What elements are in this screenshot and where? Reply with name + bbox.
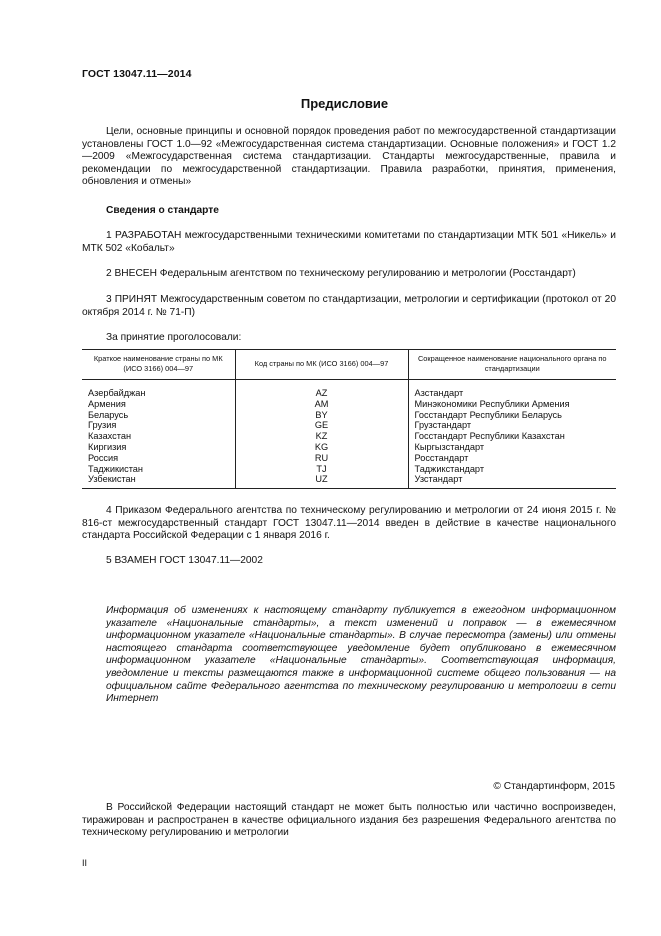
table-row [82,474,616,488]
header-country-code: Код страны по МК (ИСО 3166) 004—97 [235,350,408,380]
foreword-title: Предисловие [300,96,389,111]
table-row [82,442,616,453]
cell-code: BY [235,410,408,421]
document-id-header: ГОСТ 13047.11—2014 [82,68,192,80]
table-row [82,410,616,421]
cell-country: Россия [88,452,119,463]
item-submitted-text: 2 ВНЕСЕН Федеральным агентством по техническому регулированию и метрологии (Росстандарт) [106,268,576,279]
table-row [82,453,616,464]
item-developed-text: 1 РАЗРАБОТАН межгосударственными техническими комитетами по стандартизации МТК 501 «Никель» и МТК 502 «Кобальт» [82,230,616,254]
cell-country: Азербайджан [88,388,146,398]
cell-body: Узстандарт [408,474,616,488]
table-row [82,464,616,475]
amendments-note-text: Информация об изменениях к настоящему стандарту публикуется в ежегодном информационном указателе «Национальные стандарты», а текст изменений и поправок — в ежемесячном информационном указателе «Национальные стандарты». В случае пересмотра (замены) или отмены настоящего стандарта соответствующее уведомление будет опубликовано в ежемесячном информационном указателе «Национальные стандарты». Соответствующая информация, уведомление и тексты размещаются также в информационной системе общего пользования — на официальном сайте Федерального агентства по техническому регулированию и метрологии в сети Интернет [106,605,616,705]
header-country-name: Краткое наименование страны по МК (ИСО 3166) 004—97 [82,350,235,380]
table-header-row [82,350,616,380]
cell-body: Кыргызстандарт [408,442,616,453]
item-adopted-text: 3 ПРИНЯТ Межгосударственным советом по стандартизации, метрологии и сертификации (протокол от 20 октября 2014 г. № 71-П) [82,294,616,318]
cell-body: Таджикстандарт [408,464,616,475]
cell-code: UZ [235,474,408,488]
table-row [82,399,616,410]
cell-code: KG [235,442,408,453]
cell-country: Узбекистан [82,474,235,488]
cell-country: Таджикистан [88,463,143,474]
cell-body: Госстандарт Республики Беларусь [408,410,616,421]
amendments-note [106,605,616,706]
item-enacted [82,505,616,543]
intro-paragraph [82,126,616,189]
cell-country: Грузия [88,420,117,431]
reproduction-notice [82,802,616,840]
item-enacted-text: 4 Приказом Федерального агентства по техническому регулированию и метрологии от 24 июня 2015 г. № 816-ст межгосударственный стандарт ГОСТ 13047.11—2014 введен в действие в качестве национального стандарта Российской Федерации с 1 января 2016 г. [82,505,616,542]
cell-code: RU [235,453,408,464]
cell-country: Беларусь [88,409,129,420]
item-submitted [82,268,616,281]
vote-label: За принятие проголосовали: [106,332,242,343]
reproduction-notice-text: В Российской Федерации настоящий стандарт не может быть полностью или частично воспроизведен, тиражирован и распространен в качестве официального издания без разрешения Федерального агентства по техническому регулированию и метрологии [82,802,616,839]
cell-code: AM [235,399,408,410]
cell-code: TJ [235,464,408,475]
table-row [82,431,616,442]
copyright-line: © Стандартинформ, 2015 [493,781,615,792]
page-number: II [82,858,88,868]
cell-code: AZ [235,380,408,399]
cell-code: KZ [235,431,408,442]
cell-country: Армения [88,398,126,409]
item-developed [82,230,616,255]
header-national-body: Сокращенное наименование национального органа по стандартизации [408,350,616,380]
cell-body: Грузстандарт [408,420,616,431]
cell-body: Госстандарт Республики Казахстан [408,431,616,442]
standard-info-heading: Сведения о стандарте [106,205,219,216]
table-row [82,380,616,399]
intro-text: Цели, основные принципы и основной порядок проведения работ по межгосударственной стандартизации установлены ГОСТ 1.0—92 «Межгосударственная система стандартизации. Основные положения» и ГОСТ 1.2—2009 «Межгосударственная система стандартизации. Стандарты межгосударственные, правила и рекомендации по межгосударственной стандартизации. Правила разработки, принятия, применения, обновления и отмены» [82,126,616,188]
cell-body: Азстандарт [408,380,616,399]
cell-country: Казахстан [88,431,132,442]
item-replaces: 5 ВЗАМЕН ГОСТ 13047.11—2002 [106,555,263,566]
table-row [82,420,616,431]
item-adopted [82,294,616,319]
voting-countries-table [82,349,616,489]
cell-body: Росстандарт [408,453,616,464]
cell-code: GE [235,420,408,431]
cell-country: Киргизия [88,441,127,452]
cell-body: Минэкономики Республики Армения [408,399,616,410]
